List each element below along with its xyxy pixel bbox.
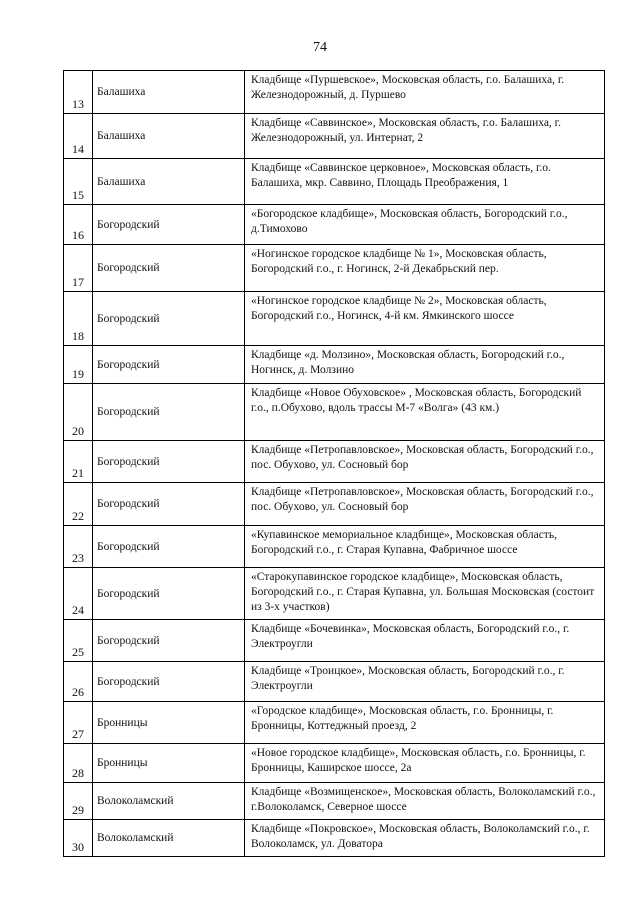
table-row [64,744,605,783]
district-cell: Богородский [93,526,245,568]
cemetery-description: Кладбище «Саввинское», Московская область, г.о. Балашиха, г. Железнодорожный, ул. Интернат, 2 [245,114,605,159]
table-row [64,245,605,292]
cemetery-description: Кладбище «Возмищенское», Московская область, Волоколамский г.о., г.Волоколамск, Северное шоссе [245,783,605,820]
district-cell: Богородский [93,483,245,526]
cemetery-description: Кладбище «Петропавловское», Московская область, Богородский г.о., пос. Обухово, ул. Сосновый бор [245,441,605,483]
district-cell: Балашиха [93,114,245,159]
table-row [64,205,605,245]
cemetery-description: Кладбище «Бочевинка», Московская область, Богородский г.о., г. Электроугли [245,620,605,662]
table-row [64,568,605,620]
table-row [64,71,605,114]
cemetery-description: Кладбище «Новое Обуховское» , Московская область, Богородский г.о., п.Обухово, вдоль трассы М-7 «Волга» (43 км.) [245,384,605,441]
row-number: 15 [64,159,93,205]
row-number: 13 [64,71,93,114]
district-cell: Волоколамский [93,820,245,857]
cemetery-description: Кладбище «Саввинское церковное», Московская область, г.о. Балашиха, мкр. Саввино, Площадь Преображения, 1 [245,159,605,205]
row-number: 30 [64,820,93,857]
cemetery-description: «Старокупавинское городское кладбище», Московская область, Богородский г.о., г. Старая Купавна, ул. Большая Московская (состоит из 3-х участков) [245,568,605,620]
district-cell: Богородский [93,568,245,620]
cemetery-description: «Богородское кладбище», Московская область, Богородский г.о., д.Тимохово [245,205,605,245]
district-cell: Волоколамский [93,783,245,820]
row-number: 18 [64,292,93,346]
district-cell: Богородский [93,346,245,384]
cemetery-description: «Ногинское городское кладбище № 1», Московская область, Богородский г.о., г. Ногинск, 2-й Декабрьский пер. [245,245,605,292]
district-cell: Балашиха [93,159,245,205]
table-row [64,159,605,205]
cemetery-description: «Купавинское мемориальное кладбище», Московская область, Богородский г.о., г. Старая Купавна, Фабричное шоссе [245,526,605,568]
row-number: 20 [64,384,93,441]
cemetery-description: «Городское кладбище», Московская область, г.о. Бронницы, г. Бронницы, Коттеджный проезд, 2 [245,702,605,744]
table-row [64,620,605,662]
table-row [64,441,605,483]
table-row [64,384,605,441]
row-number: 27 [64,702,93,744]
row-number: 22 [64,483,93,526]
table-row [64,702,605,744]
cemetery-description: «Ногинское городское кладбище № 2», Московская область, Богородский г.о., Ногинск, 4-й км. Ямкинского шоссе [245,292,605,346]
cemetery-description: Кладбище «Петропавловское», Московская область, Богородский г.о., пос. Обухово, ул. Сосновый бор [245,483,605,526]
row-number: 21 [64,441,93,483]
table-row [64,820,605,857]
table-row [64,483,605,526]
row-number: 23 [64,526,93,568]
cemetery-description: Кладбище «Пуршевское», Московская область, г.о. Балашиха, г. Железнодорожный, д. Пуршево [245,71,605,114]
row-number: 19 [64,346,93,384]
row-number: 17 [64,245,93,292]
table-row [64,662,605,702]
page-number: 74 [313,40,327,55]
cemetery-register-table [63,70,605,857]
row-number: 24 [64,568,93,620]
cemetery-description: «Новое городское кладбище», Московская область, г.о. Бронницы, г. Бронницы, Каширское шоссе, 2а [245,744,605,783]
table-row [64,292,605,346]
row-number: 16 [64,205,93,245]
district-cell: Балашиха [93,71,245,114]
table-row [64,346,605,384]
table-row [64,526,605,568]
cemetery-description: Кладбище «д. Молзино», Московская область, Богородский г.о., Ногинск, д. Молзино [245,346,605,384]
row-number: 29 [64,783,93,820]
table-row [64,783,605,820]
district-cell: Богородский [93,384,245,441]
cemetery-description: Кладбище «Покровское», Московская область, Волоколамский г.о., г. Волоколамск, ул. Доватора [245,820,605,857]
district-cell: Бронницы [93,702,245,744]
district-cell: Богородский [93,292,245,346]
row-number: 28 [64,744,93,783]
cemetery-description: Кладбище «Троицкое», Московская область, Богородский г.о., г. Электроугли [245,662,605,702]
row-number: 14 [64,114,93,159]
district-cell: Богородский [93,245,245,292]
district-cell: Богородский [93,441,245,483]
district-cell: Богородский [93,620,245,662]
table-row [64,114,605,159]
row-number: 26 [64,662,93,702]
district-cell: Богородский [93,205,245,245]
district-cell: Бронницы [93,744,245,783]
district-cell: Богородский [93,662,245,702]
row-number: 25 [64,620,93,662]
